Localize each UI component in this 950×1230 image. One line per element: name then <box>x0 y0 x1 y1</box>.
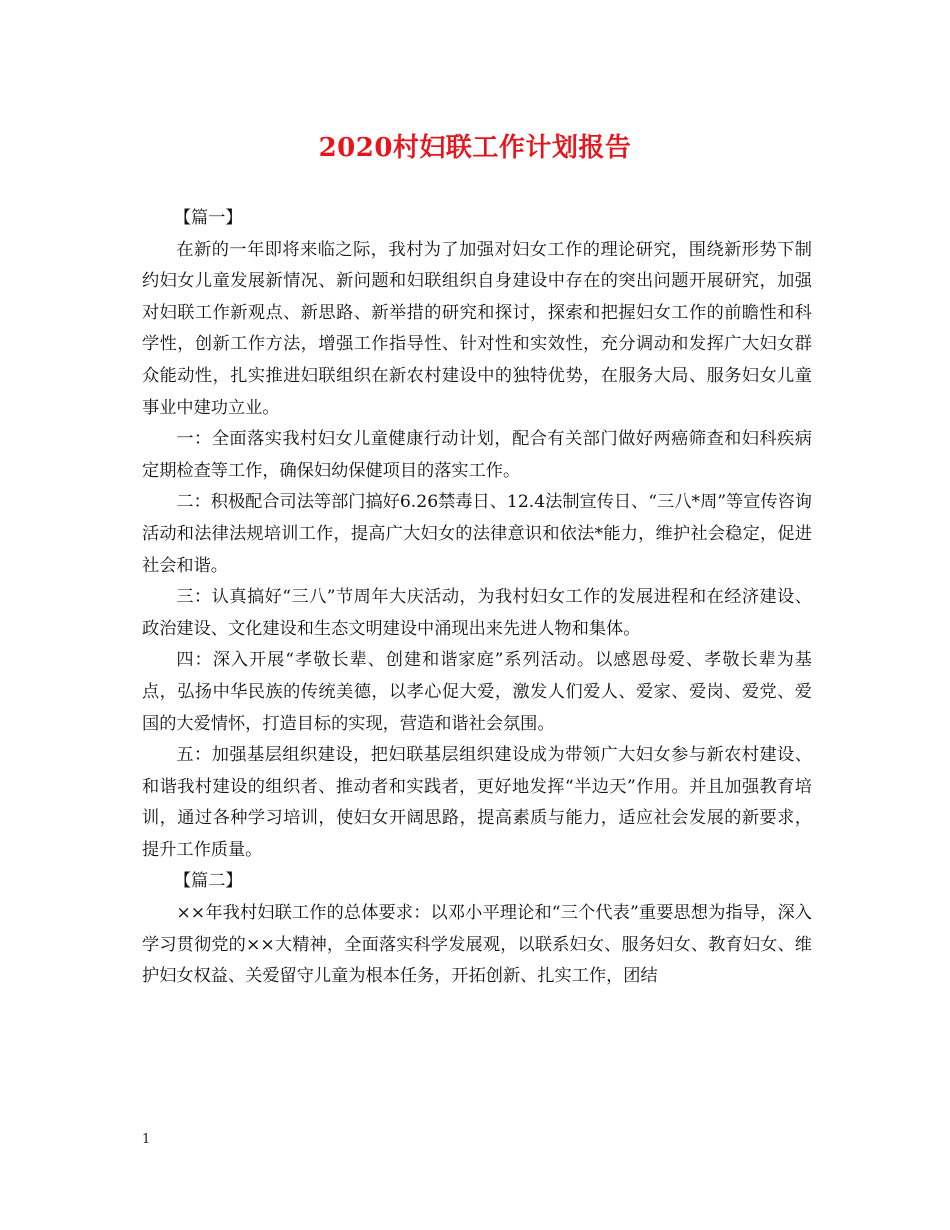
section-heading: 【篇一】 <box>173 208 243 228</box>
section-heading: 【篇二】 <box>173 871 243 892</box>
document-body <box>142 203 812 993</box>
body-paragraph: 四：深入开展“孝敬长辈、创建和谐家庭”系列活动。以感恩母爱、孝敬长辈为基点，弘扬中华民族的传统美德，以孝心促大爱，激发人们爱人、爱家、爱岗、爱党、爱国的大爱情怀，打造目标的实现，营造和谐社会氛围。 <box>142 650 812 734</box>
body-paragraph: 五：加强基层组织建设，把妇联基层组织建设成为带领广大妇女参与新农村建设、和谐我村建设的组织者、推动者和实践者，更好地发挥“半边天”作用。并且加强教育培训，通过各种学习培训，使妇女开阔思路，提高素质与能力，适应社会发展的新要求，提升工作质量。 <box>142 745 812 860</box>
body-paragraph: ××年我村妇联工作的总体要求：以邓小平理论和“三个代表”重要思想为指导，深入学习贯彻党的××大精神，全面落实科学发展观，以联系妇女、服务妇女、教育妇女、维护妇女权益、关爱留守儿童为根本任务，开拓创新、扎实工作，团结 <box>142 903 812 987</box>
body-paragraph: 三：认真搞好“三八”节周年大庆活动，为我村妇女工作的发展进程和在经济建设、政治建设、文化建设和生态文明建设中涌现出来先进人物和集体。 <box>142 587 812 639</box>
body-paragraph: 一：全面落实我村妇女儿童健康行动计划，配合有关部门做好两癌筛查和妇科疾病定期检查等工作，确保妇幼保健项目的落实工作。 <box>142 429 812 481</box>
page-number: 1 <box>142 1132 151 1147</box>
document-title: 2020村妇联工作计划报告 <box>318 133 632 163</box>
body-paragraph: 二：积极配合司法等部门搞好6.26禁毒日、12.4法制宣传日、“三八*周”等宣传咨询活动和法律法规培训工作，提高广大妇女的法律意识和依法*能力，维护社会稳定，促进社会和谐。 <box>142 492 812 576</box>
body-paragraph: 在新的一年即将来临之际，我村为了加强对妇女工作的理论研究，围绕新形势下制约妇女儿童发展新情况、新问题和妇联组织自身建设中存在的突出问题开展研究，加强对妇联工作新观点、新思路、新举措的研究和探讨，探索和把握妇女工作的前瞻性和科学性，创新工作方法，增强工作指导性、针对性和实效性，充分调动和发挥广大妇女群众能动性，扎实推进妇联组织在新农村建设中的独特优势，在服务大局、服务妇女儿童事业中建功立业。 <box>142 239 812 418</box>
